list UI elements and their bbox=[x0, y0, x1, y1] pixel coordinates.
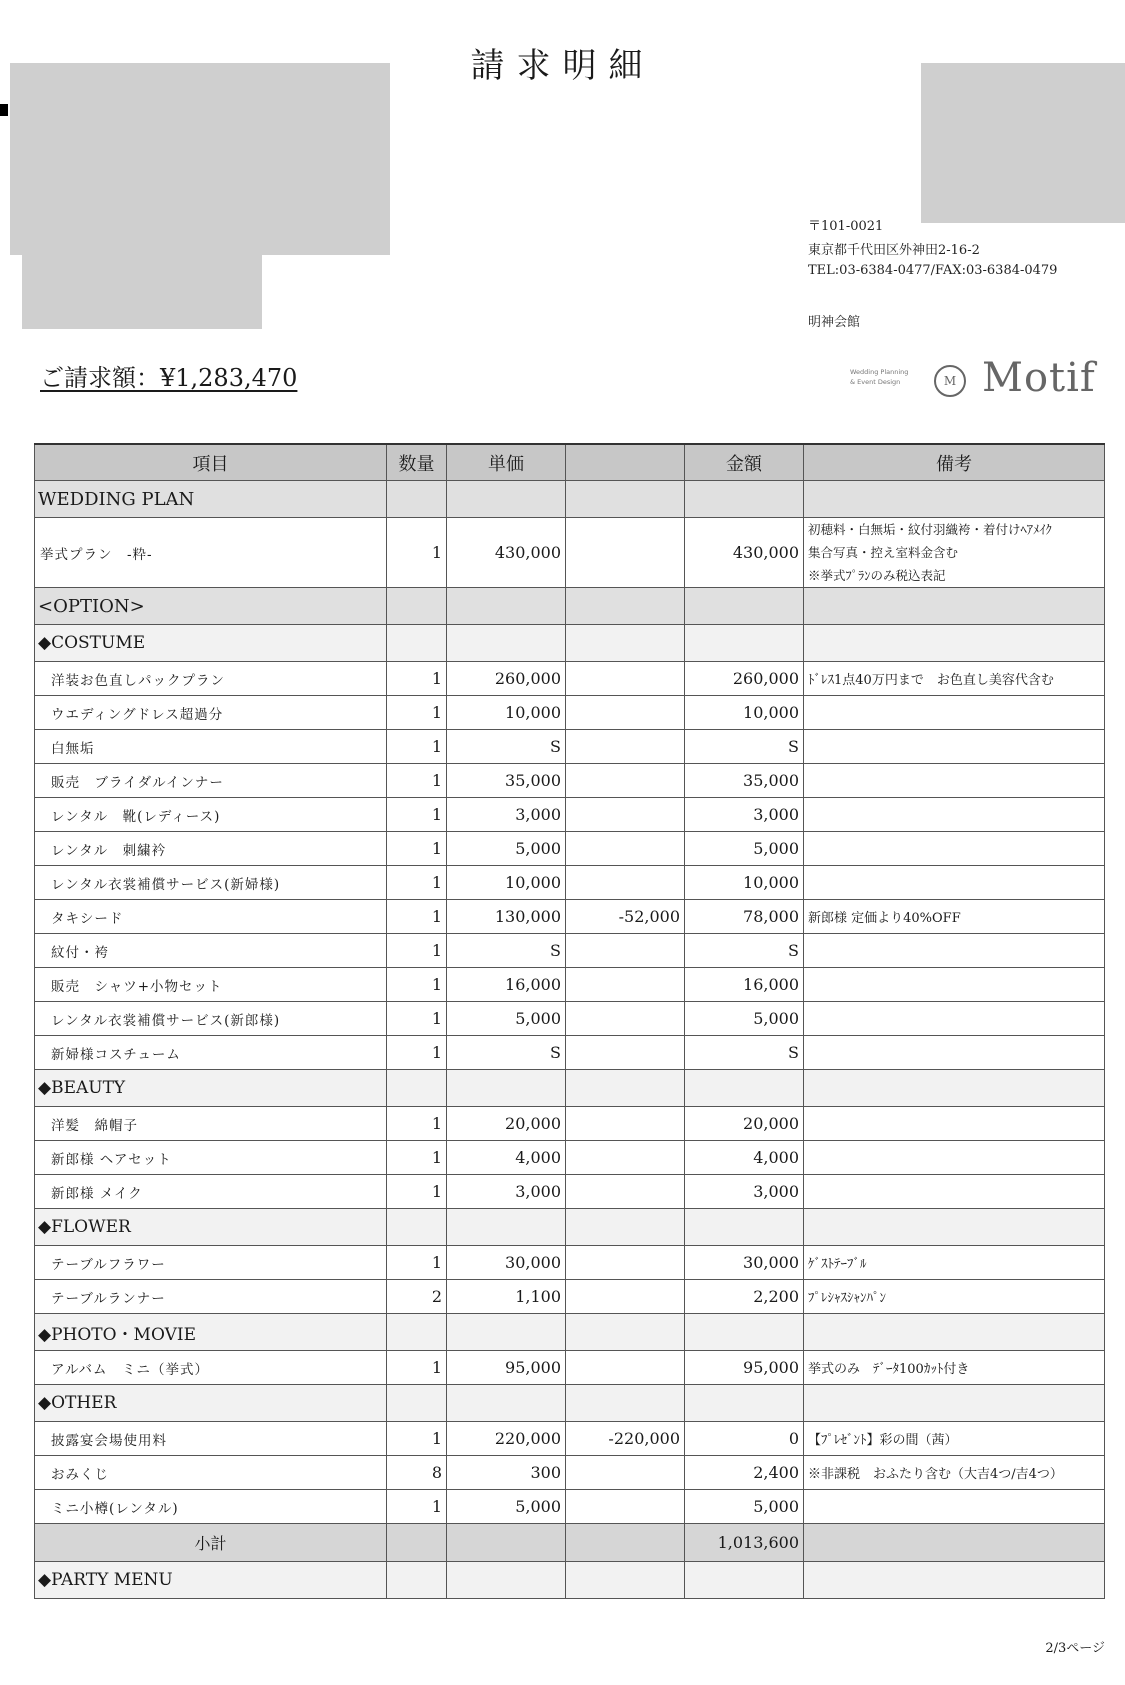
table-row bbox=[35, 1141, 1105, 1175]
item-name: レンタル 靴(レディース) bbox=[35, 798, 387, 832]
item-name: 洋装お色直しパックプラン bbox=[35, 662, 387, 696]
item-note bbox=[804, 1175, 1105, 1209]
item-name: ウエディングドレス超過分 bbox=[35, 696, 387, 730]
table-row bbox=[35, 832, 1105, 866]
item-note bbox=[804, 1141, 1105, 1175]
item-name: アルバム ミニ（挙式） bbox=[35, 1351, 387, 1385]
item-discount: -220,000 bbox=[566, 1422, 685, 1456]
item-note bbox=[804, 968, 1105, 1002]
item-name: テーブルフラワー bbox=[35, 1246, 387, 1280]
item-note bbox=[804, 518, 1105, 588]
table-row bbox=[35, 1456, 1105, 1490]
item-price: 260,000 bbox=[447, 662, 566, 696]
item-price: S bbox=[447, 934, 566, 968]
item-qty: 1 bbox=[387, 1002, 447, 1036]
item-price: 30,000 bbox=[447, 1246, 566, 1280]
item-amount: 5,000 bbox=[685, 1002, 804, 1036]
item-discount bbox=[566, 968, 685, 1002]
item-amount: 3,000 bbox=[685, 798, 804, 832]
item-note bbox=[804, 1002, 1105, 1036]
category-label: ◆BEAUTY bbox=[35, 1070, 387, 1107]
tel-fax: TEL:03-6384-0477/FAX:03-6384-0479 bbox=[808, 263, 1058, 278]
item-discount bbox=[566, 1141, 685, 1175]
redacted-recipient-block bbox=[10, 63, 390, 255]
category-label: ◆OTHER bbox=[35, 1385, 387, 1422]
item-price: 20,000 bbox=[447, 1107, 566, 1141]
category-other bbox=[35, 1385, 1105, 1422]
item-name: 新婦様コスチューム bbox=[35, 1036, 387, 1070]
billing-amount: ご請求額：¥1,283,470 bbox=[40, 364, 298, 392]
item-discount: -52,000 bbox=[566, 900, 685, 934]
item-name: レンタル衣裳補償サービス(新郎様) bbox=[35, 1002, 387, 1036]
item-qty: 1 bbox=[387, 832, 447, 866]
item-note: 【ﾌﾟﾚｾﾞﾝﾄ】彩の間（茜） bbox=[804, 1422, 1105, 1456]
item-qty: 1 bbox=[387, 662, 447, 696]
logo-tagline-2: & Event Design bbox=[850, 378, 901, 386]
table-row bbox=[35, 1280, 1105, 1314]
table-row bbox=[35, 1490, 1105, 1524]
logo-tagline-1: Wedding Planning bbox=[850, 368, 909, 376]
item-qty: 1 bbox=[387, 1107, 447, 1141]
table-row bbox=[35, 968, 1105, 1002]
item-note bbox=[804, 1490, 1105, 1524]
category-party-menu bbox=[35, 1562, 1105, 1599]
category-flower bbox=[35, 1209, 1105, 1246]
item-qty: 1 bbox=[387, 968, 447, 1002]
item-discount bbox=[566, 934, 685, 968]
item-amount: 20,000 bbox=[685, 1107, 804, 1141]
item-qty: 1 bbox=[387, 934, 447, 968]
item-amount: 10,000 bbox=[685, 866, 804, 900]
item-note bbox=[804, 934, 1105, 968]
item-name: 披露宴会場使用料 bbox=[35, 1422, 387, 1456]
note-line: ※挙式ﾌﾟﾗﾝのみ税込表記 bbox=[808, 568, 946, 583]
item-note bbox=[804, 798, 1105, 832]
item-qty: 1 bbox=[387, 696, 447, 730]
item-qty: 1 bbox=[387, 1351, 447, 1385]
item-qty: 2 bbox=[387, 1280, 447, 1314]
table-row bbox=[35, 1246, 1105, 1280]
item-discount bbox=[566, 798, 685, 832]
item-amount: 2,400 bbox=[685, 1456, 804, 1490]
item-name: レンタル衣裳補償サービス(新婦様) bbox=[35, 866, 387, 900]
item-discount bbox=[566, 662, 685, 696]
item-discount bbox=[566, 1351, 685, 1385]
item-note: 新郎様 定価より40%OFF bbox=[804, 900, 1105, 934]
venue-name: 明神会館 bbox=[808, 315, 861, 330]
item-discount bbox=[566, 1175, 685, 1209]
section-wedding-plan bbox=[35, 481, 1105, 518]
category-label: ◆COSTUME bbox=[35, 625, 387, 662]
item-discount bbox=[566, 1002, 685, 1036]
item-discount bbox=[566, 1280, 685, 1314]
table-row bbox=[35, 1422, 1105, 1456]
item-qty: 1 bbox=[387, 518, 447, 588]
item-note: ※非課税 おふたり含む（大吉4つ/吉4つ） bbox=[804, 1456, 1105, 1490]
table-row bbox=[35, 662, 1105, 696]
item-qty: 1 bbox=[387, 764, 447, 798]
item-note bbox=[804, 1036, 1105, 1070]
item-price: S bbox=[447, 730, 566, 764]
item-name: タキシード bbox=[35, 900, 387, 934]
item-name: レンタル 刺繍衿 bbox=[35, 832, 387, 866]
item-amount: 35,000 bbox=[685, 764, 804, 798]
col-amount: 金額 bbox=[685, 444, 804, 481]
table-row bbox=[35, 1107, 1105, 1141]
category-label: ◆PARTY MENU bbox=[35, 1562, 387, 1599]
page-number: 2/3ページ bbox=[1045, 1641, 1105, 1656]
section-label: <OPTION> bbox=[35, 588, 387, 625]
item-price: 95,000 bbox=[447, 1351, 566, 1385]
item-amount: 3,000 bbox=[685, 1175, 804, 1209]
item-name: 販売 シャツ+小物セット bbox=[35, 968, 387, 1002]
item-name: 洋髪 綿帽子 bbox=[35, 1107, 387, 1141]
item-discount bbox=[566, 730, 685, 764]
item-price: 130,000 bbox=[447, 900, 566, 934]
item-qty: 1 bbox=[387, 798, 447, 832]
redacted-stamp-block bbox=[921, 63, 1125, 223]
col-qty: 数量 bbox=[387, 444, 447, 481]
item-price: 5,000 bbox=[447, 832, 566, 866]
item-note: ｹﾞｽﾄﾃｰﾌﾞﾙ bbox=[804, 1246, 1105, 1280]
item-price: 3,000 bbox=[447, 798, 566, 832]
item-amount: S bbox=[685, 934, 804, 968]
page-title: 請求明細 bbox=[470, 46, 655, 86]
note-line: 初穂料・白無垢・紋付羽織袴・着付けﾍｱﾒｲｸ bbox=[808, 522, 1052, 537]
table-row bbox=[35, 934, 1105, 968]
table-row bbox=[35, 866, 1105, 900]
item-discount bbox=[566, 832, 685, 866]
item-amount: 16,000 bbox=[685, 968, 804, 1002]
crop-mark bbox=[0, 104, 8, 116]
item-amount: 78,000 bbox=[685, 900, 804, 934]
item-discount bbox=[566, 764, 685, 798]
item-amount: 260,000 bbox=[685, 662, 804, 696]
item-price: 35,000 bbox=[447, 764, 566, 798]
item-qty: 1 bbox=[387, 1490, 447, 1524]
item-qty: 8 bbox=[387, 1456, 447, 1490]
item-note: ﾌﾟﾚｼｬｽｼｬﾝﾊﾟﾝ bbox=[804, 1280, 1105, 1314]
item-amount: 5,000 bbox=[685, 832, 804, 866]
item-discount bbox=[566, 1107, 685, 1141]
col-item: 項目 bbox=[35, 444, 387, 481]
col-discount bbox=[566, 444, 685, 481]
item-amount: S bbox=[685, 1036, 804, 1070]
item-discount bbox=[566, 866, 685, 900]
table-row bbox=[35, 900, 1105, 934]
category-beauty bbox=[35, 1070, 1105, 1107]
item-discount bbox=[566, 1456, 685, 1490]
note-line: 集合写真・控え室料金含む bbox=[808, 545, 959, 560]
item-note bbox=[804, 696, 1105, 730]
item-amount: 4,000 bbox=[685, 1141, 804, 1175]
item-discount bbox=[566, 696, 685, 730]
item-price: 220,000 bbox=[447, 1422, 566, 1456]
postal-code: 〒101-0021 bbox=[808, 219, 884, 234]
item-name: 紋付・袴 bbox=[35, 934, 387, 968]
item-discount bbox=[566, 1490, 685, 1524]
item-note: 挙式のみ ﾃﾞｰﾀ100ｶｯﾄ付き bbox=[804, 1351, 1105, 1385]
item-note: ﾄﾞﾚｽ1点40万円まで お色直し美容代含む bbox=[804, 662, 1105, 696]
table-row bbox=[35, 730, 1105, 764]
logo-mark-icon: M bbox=[934, 365, 966, 397]
item-price: 5,000 bbox=[447, 1490, 566, 1524]
item-name: ミニ小樽(レンタル) bbox=[35, 1490, 387, 1524]
item-price: 10,000 bbox=[447, 866, 566, 900]
item-amount: S bbox=[685, 730, 804, 764]
table-row bbox=[35, 764, 1105, 798]
item-note bbox=[804, 866, 1105, 900]
item-qty: 1 bbox=[387, 900, 447, 934]
item-qty: 1 bbox=[387, 1036, 447, 1070]
section-option bbox=[35, 588, 1105, 625]
item-qty: 1 bbox=[387, 1422, 447, 1456]
item-price: 5,000 bbox=[447, 1002, 566, 1036]
invoice-table bbox=[34, 443, 1105, 1599]
logo-tagline bbox=[850, 367, 908, 387]
table-row bbox=[35, 1002, 1105, 1036]
item-name: 新郎様 メイク bbox=[35, 1175, 387, 1209]
table-row bbox=[35, 518, 1105, 588]
item-price: 430,000 bbox=[447, 518, 566, 588]
item-name: おみくじ bbox=[35, 1456, 387, 1490]
table-header bbox=[35, 444, 1105, 481]
motif-logo bbox=[850, 355, 1100, 405]
category-label: ◆FLOWER bbox=[35, 1209, 387, 1246]
category-costume bbox=[35, 625, 1105, 662]
item-note bbox=[804, 1107, 1105, 1141]
logo-word: Motif bbox=[982, 355, 1096, 401]
col-unit-price: 単価 bbox=[447, 444, 566, 481]
item-name: テーブルランナー bbox=[35, 1280, 387, 1314]
item-qty: 1 bbox=[387, 866, 447, 900]
item-name: 挙式プラン -粋- bbox=[35, 518, 387, 588]
subtotal-row bbox=[35, 1524, 1105, 1562]
item-price: 16,000 bbox=[447, 968, 566, 1002]
item-discount bbox=[566, 1036, 685, 1070]
table-row bbox=[35, 1175, 1105, 1209]
item-note bbox=[804, 730, 1105, 764]
item-amount: 5,000 bbox=[685, 1490, 804, 1524]
table-row bbox=[35, 696, 1105, 730]
item-price: S bbox=[447, 1036, 566, 1070]
table-row bbox=[35, 798, 1105, 832]
redacted-recipient-block-lower bbox=[22, 255, 262, 329]
item-price: 4,000 bbox=[447, 1141, 566, 1175]
item-name: 新郎様 ヘアセット bbox=[35, 1141, 387, 1175]
table-row bbox=[35, 1036, 1105, 1070]
item-price: 3,000 bbox=[447, 1175, 566, 1209]
item-qty: 1 bbox=[387, 1246, 447, 1280]
item-amount: 2,200 bbox=[685, 1280, 804, 1314]
item-amount: 95,000 bbox=[685, 1351, 804, 1385]
item-name: 白無垢 bbox=[35, 730, 387, 764]
subtotal-amount: 1,013,600 bbox=[685, 1524, 804, 1562]
item-price: 300 bbox=[447, 1456, 566, 1490]
item-note bbox=[804, 764, 1105, 798]
subtotal-label: 小計 bbox=[35, 1524, 387, 1562]
item-name: 販売 ブライダルインナー bbox=[35, 764, 387, 798]
address: 東京都千代田区外神田2-16-2 bbox=[808, 243, 980, 258]
table-row bbox=[35, 1351, 1105, 1385]
item-amount: 430,000 bbox=[685, 518, 804, 588]
item-price: 1,100 bbox=[447, 1280, 566, 1314]
item-note bbox=[804, 832, 1105, 866]
section-label: WEDDING PLAN bbox=[35, 481, 387, 518]
item-discount bbox=[566, 1246, 685, 1280]
item-qty: 1 bbox=[387, 1175, 447, 1209]
item-amount: 10,000 bbox=[685, 696, 804, 730]
col-notes: 備考 bbox=[804, 444, 1105, 481]
item-amount: 0 bbox=[685, 1422, 804, 1456]
item-qty: 1 bbox=[387, 730, 447, 764]
item-discount bbox=[566, 518, 685, 588]
item-qty: 1 bbox=[387, 1141, 447, 1175]
category-label: ◆PHOTO・MOVIE bbox=[35, 1314, 387, 1351]
category-photo bbox=[35, 1314, 1105, 1351]
item-amount: 30,000 bbox=[685, 1246, 804, 1280]
item-price: 10,000 bbox=[447, 696, 566, 730]
